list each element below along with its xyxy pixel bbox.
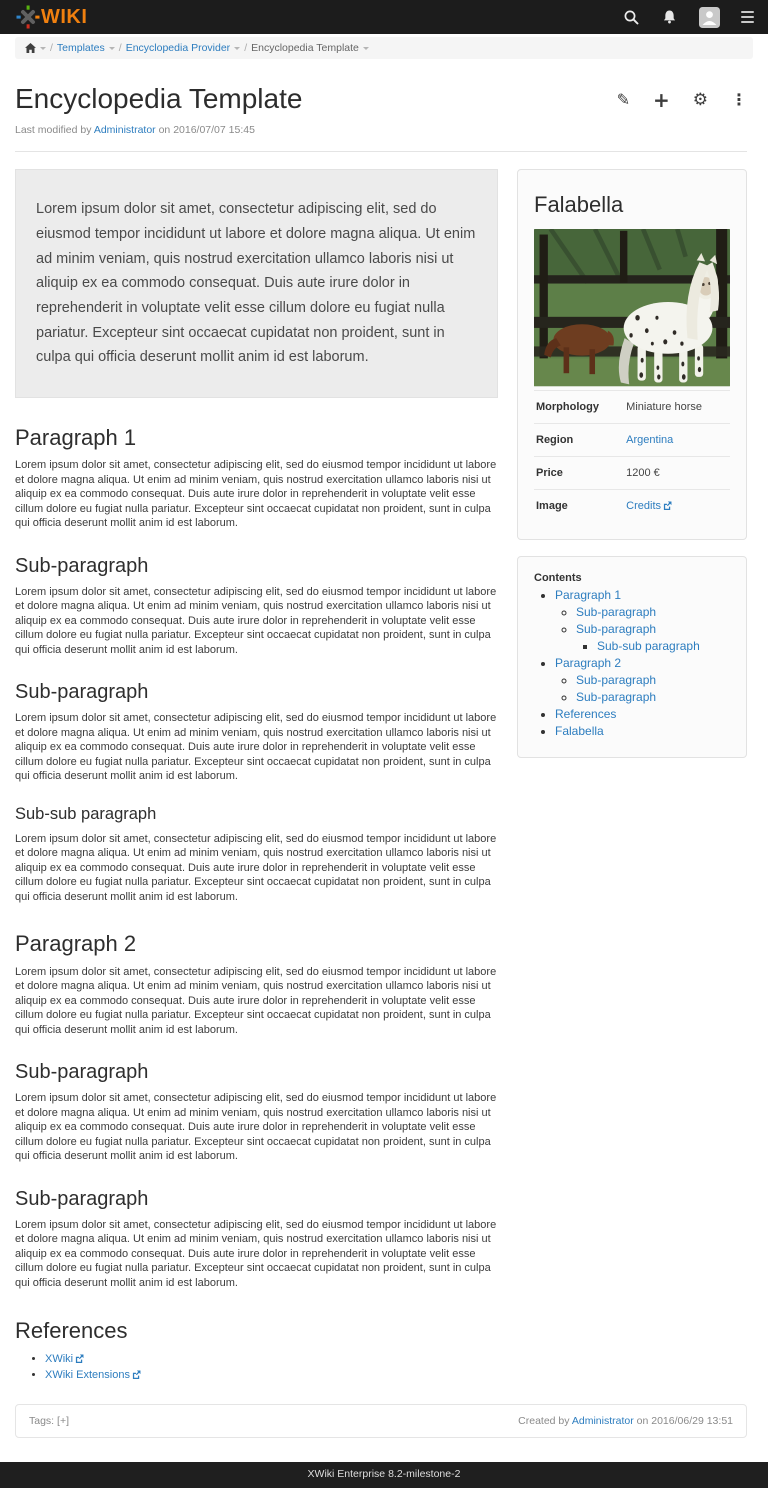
section-references: [15, 1318, 498, 1382]
section-paragraph-2: [15, 931, 498, 1037]
lead-paragraph-box: [15, 169, 498, 397]
external-link-icon: [75, 1354, 84, 1366]
infobox-table: [534, 390, 730, 523]
toc-link-falabella[interactable]: Falabella: [555, 723, 604, 738]
breadcrumb-home-icon[interactable]: [25, 43, 36, 53]
breadcrumb-caret[interactable]: [109, 47, 115, 50]
add-plus-icon[interactable]: +: [652, 88, 670, 112]
toc-item: [576, 673, 730, 687]
infobox-label: Region: [534, 423, 624, 456]
section-body: Lorem ipsum dolor sit amet, consectetur adipiscing elit, sed do eiusmod tempor incididunt ut labore et dolore magna aliqua. Ut enim ad minim veniam, quis nostrud exercitation ullamco laboris nisi ut aliquip ex ea commodo consequat. Duis aute irure dolor in reprehenderit in voluptate velit esse cillum dolore eu fugiat nulla pariatur. Excepteur sint occaecat cupidatat non proident, sunt in culpa qui officia deserunt mollit anim id est laborum.: [15, 585, 497, 656]
settings-gear-icon[interactable]: ⚙: [692, 89, 708, 110]
created-by-line: Created by Administrator on 2016/06/29 13:51: [518, 1414, 733, 1427]
breadcrumb-item-current: Encyclopedia Template: [251, 42, 359, 54]
section-heading: Sub-sub paragraph: [15, 805, 157, 823]
infobox-row: [534, 423, 730, 456]
infobox-label: Morphology: [534, 390, 624, 423]
toc-link-paragraph-1[interactable]: Paragraph 1: [555, 587, 622, 602]
image-credits-link[interactable]: Credits: [626, 499, 661, 512]
reference-link-xwiki-extensions[interactable]: XWiki Extensions: [45, 1368, 130, 1381]
section-sub-paragraph-1: [15, 554, 498, 658]
toc-item: [555, 724, 730, 738]
edit-pencil-icon[interactable]: ✎: [616, 90, 630, 109]
tags-area: [29, 1415, 69, 1427]
title-divider: [15, 151, 747, 152]
section-paragraph-1: [15, 425, 498, 531]
toc-item: [555, 588, 730, 653]
section-body: Lorem ipsum dolor sit amet, consectetur adipiscing elit, sed do eiusmod tempor incididunt ut labore et dolore magna aliqua. Ut enim ad minim veniam, quis nostrud exercitation ullamco laboris nisi ut aliquip ex ea commodo consequat. Duis aute irure dolor in reprehenderit in voluptate velit esse cillum dolore eu fugiat nulla pariatur. Excepteur sint occaecat cupidatat non proident, sunt in culpa qui officia deserunt mollit anim id est laborum.: [15, 1218, 497, 1289]
reference-link-xwiki[interactable]: XWiki: [45, 1352, 74, 1365]
hamburger-icon[interactable]: [741, 11, 754, 24]
toc-item: [576, 690, 730, 704]
breadcrumb-item-templates[interactable]: Templates: [56, 42, 105, 54]
external-link-icon: [663, 501, 672, 513]
infobox-row: [534, 390, 730, 423]
toc-link-sub-paragraph[interactable]: Sub-paragraph: [576, 621, 657, 636]
section-heading: Sub-paragraph: [15, 554, 149, 577]
section-sub-paragraph-4: [15, 1187, 498, 1291]
infobox-label: Price: [534, 456, 624, 489]
toc-link-sub-paragraph[interactable]: Sub-paragraph: [576, 604, 657, 619]
section-body: Lorem ipsum dolor sit amet, consectetur adipiscing elit, sed do eiusmod tempor incididunt ut labore et dolore magna aliqua. Ut enim ad minim veniam, quis nostrud exercitation ullamco laboris nisi ut aliquip ex ea commodo consequat. Duis aute irure dolor in reprehenderit in voluptate velit esse cillum dolore eu fugiat nulla pariatur. Excepteur sint occaecat cupidatat non proident, sunt in culpa qui officia deserunt mollit anim id est laborum.: [15, 1092, 497, 1163]
infobox-label: Image: [534, 489, 624, 523]
infobox-panel: [517, 169, 747, 539]
document-content: [15, 169, 498, 1388]
toc-link-sub-sub-paragraph[interactable]: Sub-sub paragraph: [597, 638, 700, 653]
breadcrumb-caret[interactable]: [234, 47, 240, 50]
infobox-value: Miniature horse: [624, 390, 730, 423]
toc-item: [576, 622, 730, 653]
tags-label: Tags:: [29, 1414, 55, 1427]
toc-item: [576, 605, 730, 619]
section-sub-paragraph-3: [15, 1060, 498, 1164]
breadcrumb: / Templates / Encyclopedia Provider / Encyclopedia Template: [15, 37, 753, 59]
infobox-row: [534, 456, 730, 489]
bell-icon[interactable]: [661, 9, 678, 26]
section-body: Lorem ipsum dolor sit amet, consectetur adipiscing elit, sed do eiusmod tempor incididunt ut labore et dolore magna aliqua. Ut enim ad minim veniam, quis nostrud exercitation ullamco laboris nisi ut aliquip ex ea commodo consequat. Duis aute irure dolor in reprehenderit in voluptate velit esse cillum dolore eu fugiat nulla pariatur. Excepteur sint occaecat cupidatat non proident, sunt in culpa qui officia deserunt mollit anim id est laborum.: [15, 712, 497, 783]
search-icon[interactable]: [623, 9, 640, 26]
region-link[interactable]: Argentina: [626, 433, 674, 446]
reference-item: [45, 1353, 498, 1366]
toc-link-paragraph-2[interactable]: Paragraph 2: [555, 655, 622, 670]
references-heading: References: [15, 1317, 128, 1343]
section-sub-sub-paragraph: [15, 805, 498, 904]
section-heading: Paragraph 1: [15, 424, 137, 450]
section-heading: Sub-paragraph: [15, 1187, 149, 1210]
external-link-icon: [132, 1370, 141, 1382]
toc-item: [597, 639, 730, 653]
document-footer: [15, 1404, 747, 1438]
modified-by-user-link[interactable]: Administrator: [93, 124, 156, 137]
section-body: Lorem ipsum dolor sit amet, consectetur adipiscing elit, sed do eiusmod tempor incididunt ut labore et dolore magna aliqua. Ut enim ad minim veniam, quis nostrud exercitation ullamco laboris nisi ut aliquip ex ea commodo consequat. Duis aute irure dolor in reprehenderit in voluptate velit esse cillum dolore eu fugiat nulla pariatur. Excepteur sint occaecat cupidatat non proident, sunt in culpa qui officia deserunt mollit anim id est laborum.: [15, 459, 497, 530]
top-navbar: [0, 0, 768, 34]
reference-item: [45, 1369, 498, 1382]
section-heading: Sub-paragraph: [15, 681, 149, 704]
version-text: XWiki Enterprise 8.2-milestone-2: [307, 1467, 461, 1480]
section-body: Lorem ipsum dolor sit amet, consectetur adipiscing elit, sed do eiusmod tempor incididunt ut labore et dolore magna aliqua. Ut enim ad minim veniam, quis nostrud exercitation ullamco laboris nisi ut aliquip ex ea commodo consequat. Duis aute irure dolor in reprehenderit in voluptate velit esse cillum dolore eu fugiat nulla pariatur. Excepteur sint occaecat cupidatat non proident, sunt in culpa qui officia deserunt mollit anim id est laborum.: [15, 965, 497, 1036]
avatar[interactable]: [699, 7, 720, 28]
more-kebab-icon[interactable]: ⋮: [731, 90, 747, 109]
created-by-user-link[interactable]: Administrator: [571, 1414, 634, 1427]
breadcrumb-item-encyclopedia-provider[interactable]: Encyclopedia Provider: [125, 42, 231, 54]
breadcrumb-caret[interactable]: [363, 47, 369, 50]
falabella-horse-photo: [534, 229, 730, 386]
section-heading: Sub-paragraph: [15, 1061, 149, 1084]
last-modified-line: Last modified by Administrator on 2016/07/07 15:45: [15, 124, 255, 137]
page-title: Encyclopedia Template: [15, 83, 303, 114]
infobox-title: Falabella: [534, 192, 624, 218]
version-footer: [0, 1462, 768, 1488]
toc-link-sub-paragraph[interactable]: Sub-paragraph: [576, 672, 657, 687]
right-sidebar: [517, 169, 747, 757]
section-heading: Paragraph 2: [15, 931, 137, 957]
toc-link-sub-paragraph[interactable]: Sub-paragraph: [576, 689, 657, 704]
infobox-row: [534, 489, 730, 523]
add-tag-button[interactable]: [+]: [57, 1414, 69, 1427]
contents-panel: [517, 556, 747, 758]
section-sub-paragraph-2: [15, 680, 498, 784]
contents-title: Contents: [534, 571, 582, 584]
lead-paragraph: Lorem ipsum dolor sit amet, consectetur adipiscing elit, sed do eiusmod tempor incididunt ut labore et dolore magna aliqua. Ut enim ad minim veniam, quis nostrud exercitation ullamco laboris nisi ut aliquip ex ea commodo consequat. Duis aute irure dolor in reprehenderit in voluptate velit esse cillum dolore eu fugiat nulla pariatur. Excepteur sint occaecat cupidatat non proident, sunt in culpa qui officia deserunt mollit anim id est laborum.: [36, 201, 476, 366]
section-body: Lorem ipsum dolor sit amet, consectetur adipiscing elit, sed do eiusmod tempor incididunt ut labore et dolore magna aliqua. Ut enim ad minim veniam, quis nostrud exercitation ullamco laboris nisi ut aliquip ex ea commodo consequat. Duis aute irure dolor in reprehenderit in voluptate velit esse cillum dolore eu fugiat nulla pariatur. Excepteur sint occaecat cupidatat non proident, sunt in culpa qui officia deserunt mollit anim id est laborum.: [15, 832, 497, 903]
brand-text: WIKI: [41, 6, 88, 28]
xwiki-x-icon: [16, 5, 40, 29]
toc-link-references[interactable]: References: [555, 706, 617, 721]
breadcrumb-caret[interactable]: [40, 47, 46, 50]
toc-item: [555, 656, 730, 704]
toc-item: [555, 707, 730, 721]
infobox-value: 1200 €: [624, 456, 730, 489]
xwiki-logo[interactable]: [16, 5, 87, 29]
